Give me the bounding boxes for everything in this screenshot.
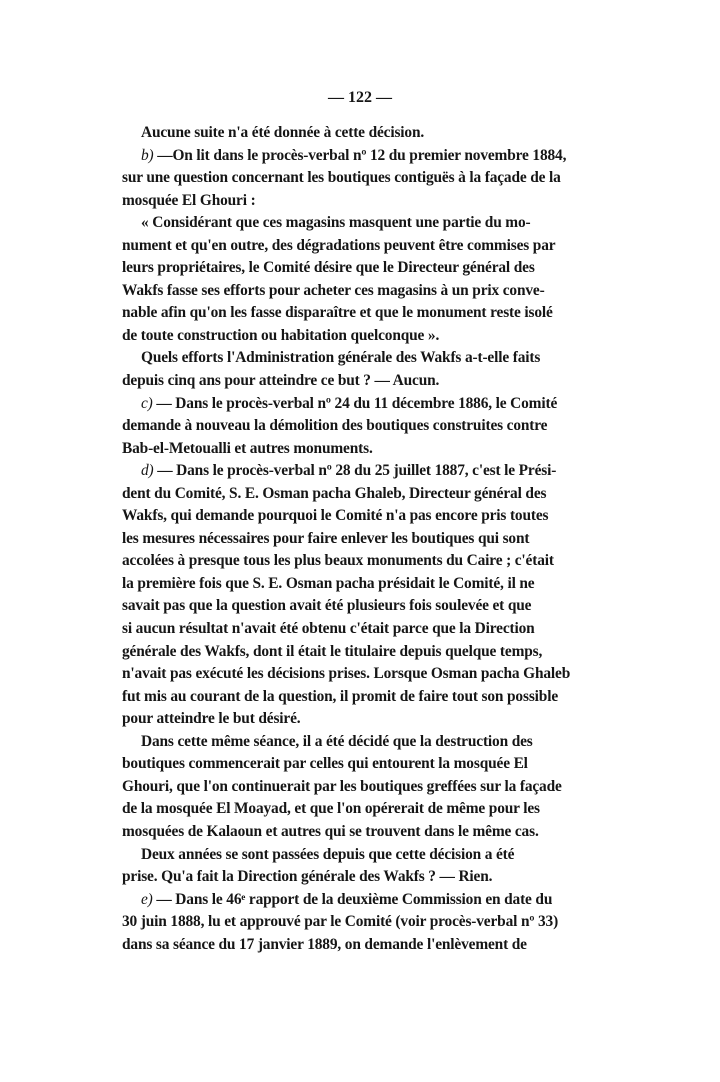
line-text: — Dans le procès-verbal nº 28 du 25 juillet 1887, c'est le Prési-	[153, 462, 557, 480]
text-line	[122, 934, 601, 957]
text-line	[122, 821, 601, 844]
line-text: Wakfs, qui demande pourquoi le Comité n'a pas encore pris toutes	[122, 507, 549, 525]
line-text: dent du Comité, S. E. Osman pacha Ghaleb, Directeur général des	[122, 484, 547, 502]
line-text: nument et qu'en outre, des dégradations peuvent être commises par	[122, 236, 556, 254]
text-line	[122, 753, 601, 776]
line-text: leurs propriétaires, le Comité désire que le Directeur général des	[122, 259, 535, 277]
text-line	[122, 460, 601, 483]
line-text: Deux années se sont passées depuis que cette décision a été	[141, 845, 515, 863]
text-line	[122, 844, 601, 867]
list-label: b)	[141, 146, 154, 164]
text-line	[122, 911, 601, 934]
text-line	[122, 505, 601, 528]
text-line	[122, 302, 601, 325]
text-line	[122, 167, 601, 190]
line-text: Wakfs fasse ses efforts pour acheter ces magasins à un prix conve-	[122, 281, 545, 299]
line-text: fut mis au courant de la question, il promit de faire tout son possible	[122, 687, 559, 705]
line-text: mosquée El Ghouri :	[122, 191, 256, 209]
line-text: dans sa séance du 17 janvier 1889, on demande l'enlèvement de	[122, 935, 527, 953]
line-text: Aucune suite n'a été donnée à cette décision.	[141, 124, 425, 141]
line-text: — Dans le procès-verbal nº 24 du 11 décembre 1886, le Comité	[152, 394, 558, 412]
list-label: e)	[141, 890, 153, 908]
list-label: d)	[141, 462, 154, 480]
text-line	[122, 415, 601, 438]
line-text: sur une question concernant les boutiques contiguës à la façade de la	[122, 169, 561, 187]
line-text: les mesures nécessaires pour faire enlever les boutiques qui sont	[122, 529, 530, 547]
text-line	[122, 347, 601, 370]
text-line	[122, 393, 601, 416]
text-line	[122, 483, 601, 506]
line-text: depuis cinq ans pour atteindre ce but ? — Aucun.	[122, 372, 440, 390]
text-line	[122, 280, 601, 303]
text-line	[122, 122, 601, 145]
text-line	[122, 438, 601, 461]
text-line	[122, 776, 601, 799]
text-line	[122, 889, 601, 912]
line-text: la première fois que S. E. Osman pacha présidait le Comité, il ne	[122, 574, 535, 592]
line-text: si aucun résultat n'avait été obtenu c'était parce que la Direction	[122, 620, 535, 638]
line-text: Bab-el-Metoualli et autres monuments.	[122, 439, 373, 457]
text-line	[122, 212, 601, 235]
text-line	[122, 528, 601, 551]
line-text: de toute construction ou habitation quelconque ».	[122, 326, 440, 344]
line-text: demande à nouveau la démolition des boutiques construites contre	[122, 417, 548, 435]
line-text: 30 juin 1888, lu et approuvé par le Comité (voir procès-verbal nº 33)	[122, 913, 559, 931]
text-line	[122, 731, 601, 754]
text-line	[122, 663, 601, 686]
line-text: prise. Qu'a fait la Direction générale des Wakfs ? — Rien.	[122, 868, 493, 886]
line-text: — Dans le 46ᵉ rapport de la deuxième Commission en date du	[152, 890, 553, 908]
body-text	[122, 122, 601, 956]
line-text: mosquées de Kalaoun et autres qui se trouvent dans le même cas.	[122, 822, 539, 840]
text-line	[122, 325, 601, 348]
text-line	[122, 235, 601, 258]
text-line	[122, 550, 601, 573]
text-line	[122, 190, 601, 213]
line-text: savait pas que la question avait été plusieurs fois soulevée et que	[122, 597, 532, 615]
line-text: de la mosquée El Moayad, et que l'on opérerait de même pour les	[122, 800, 540, 818]
line-text: —On lit dans le procès-verbal nº 12 du premier novembre 1884,	[153, 146, 567, 164]
line-text: accolées à presque tous les plus beaux monuments du Caire ; c'était	[122, 552, 554, 570]
text-line	[122, 145, 601, 168]
line-text: Dans cette même séance, il a été décidé que la destruction des	[141, 732, 533, 750]
text-line	[122, 798, 601, 821]
text-line	[122, 618, 601, 641]
line-text: pour atteindre le but désiré.	[122, 710, 301, 728]
text-line	[122, 641, 601, 664]
text-line	[122, 595, 601, 618]
line-text: Ghouri, que l'on continuerait par les boutiques greffées sur la façade	[122, 777, 562, 795]
text-line	[122, 370, 601, 393]
list-label: c)	[141, 394, 153, 412]
line-text: générale des Wakfs, dont il était le titulaire depuis quelque temps,	[122, 642, 543, 660]
text-line	[122, 573, 601, 596]
text-line	[122, 686, 601, 709]
line-text: Quels efforts l'Administration générale des Wakfs a-t-elle faits	[141, 349, 541, 367]
line-text: boutiques commencerait par celles qui entourent la mosquée El	[122, 755, 528, 773]
line-text: n'avait pas exécuté les décisions prises. Lorsque Osman pacha Ghaleb	[122, 665, 571, 683]
line-text: nable afin qu'on les fasse disparaître et que le monument reste isolé	[122, 304, 553, 322]
text-line	[122, 708, 601, 731]
line-text: « Considérant que ces magasins masquent une partie du mo-	[141, 214, 531, 232]
text-line	[122, 866, 601, 889]
page-number: — 122 —	[328, 89, 392, 106]
text-line	[122, 257, 601, 280]
